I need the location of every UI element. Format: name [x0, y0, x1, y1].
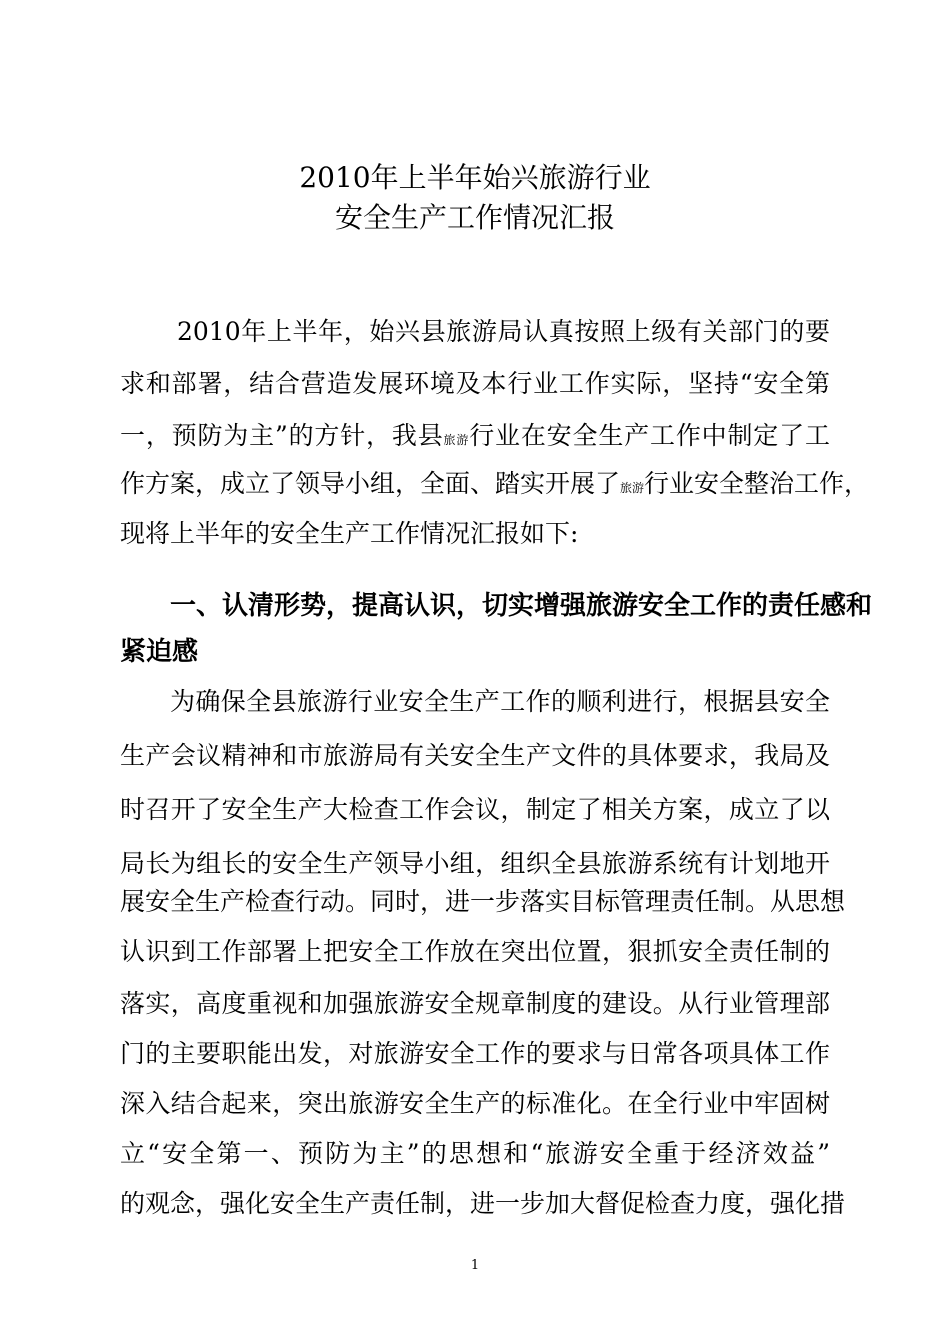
body-paragraph-line: 时召开了安全生产大检查工作会议，制定了相关方案，成立了以: [120, 795, 830, 824]
body-paragraph-line: 为确保全县旅游行业安全生产工作的顺利进行，根据县安全: [170, 687, 830, 716]
intro-paragraph-line: 现将上半年的安全生产工作情况汇报如下:: [120, 519, 579, 548]
intro-paragraph-line: 2010年上半年，始兴县旅游局认真按照上级有关部门的要: [177, 317, 830, 346]
intro-text-small: 旅游: [620, 481, 645, 495]
body-paragraph-line: 展安全生产检查行动。同时，进一步落实目标管理责任制。从思想: [120, 887, 846, 916]
body-paragraph-line: 落实，高度重视和加强旅游安全规章制度的建设。从行业管理部: [120, 989, 830, 1018]
intro-text-small: 旅游: [443, 433, 470, 447]
section-heading: 紧迫感: [120, 637, 199, 667]
body-paragraph-line: 局长为组长的安全生产领导小组，组织全县旅游系统有计划地开: [120, 849, 830, 878]
intro-text: 一，预防为主”的方针，我县: [120, 421, 444, 450]
body-paragraph-line: 门的主要职能出发，对旅游安全工作的要求与日常各项具体工作: [120, 1039, 830, 1068]
intro-text: 行业安全整治工作，: [644, 469, 870, 498]
section-heading: 一、认清形势，提高认识，切实增强旅游安全工作的责任感和: [170, 591, 873, 621]
intro-paragraph-line: [120, 466, 870, 506]
intro-paragraph-line: 求和部署，结合营造发展环境及本行业工作实际，坚持“安全第: [120, 369, 830, 398]
body-paragraph-line: 认识到工作部署上把安全工作放在突出位置，狠抓安全责任制的: [120, 937, 830, 966]
intro-text: 行业在安全生产工作中制定了工: [469, 421, 830, 450]
body-paragraph-line: 生产会议精神和市旅游局有关安全生产文件的具体要求，我局及: [120, 741, 830, 770]
document-title-line-2: 安全生产工作情况汇报: [334, 201, 615, 234]
body-paragraph-line: 深入结合起来，突出旅游安全生产的标准化。在全行业中牢固树: [120, 1089, 830, 1118]
body-paragraph-line: 立“安全第一、预防为主”的思想和“旅游安全重于经济效益”: [120, 1139, 830, 1168]
page-number: 1: [470, 1258, 480, 1273]
body-paragraph-line: 的观念，强化安全生产责任制，进一步加大督促检查力度，强化措: [120, 1189, 846, 1218]
intro-text: 作方案，成立了领导小组，全面、踏实开展了: [120, 469, 621, 498]
document-title-line-1: 2010年上半年始兴旅游行业: [299, 161, 651, 194]
intro-paragraph-line: [120, 418, 830, 458]
